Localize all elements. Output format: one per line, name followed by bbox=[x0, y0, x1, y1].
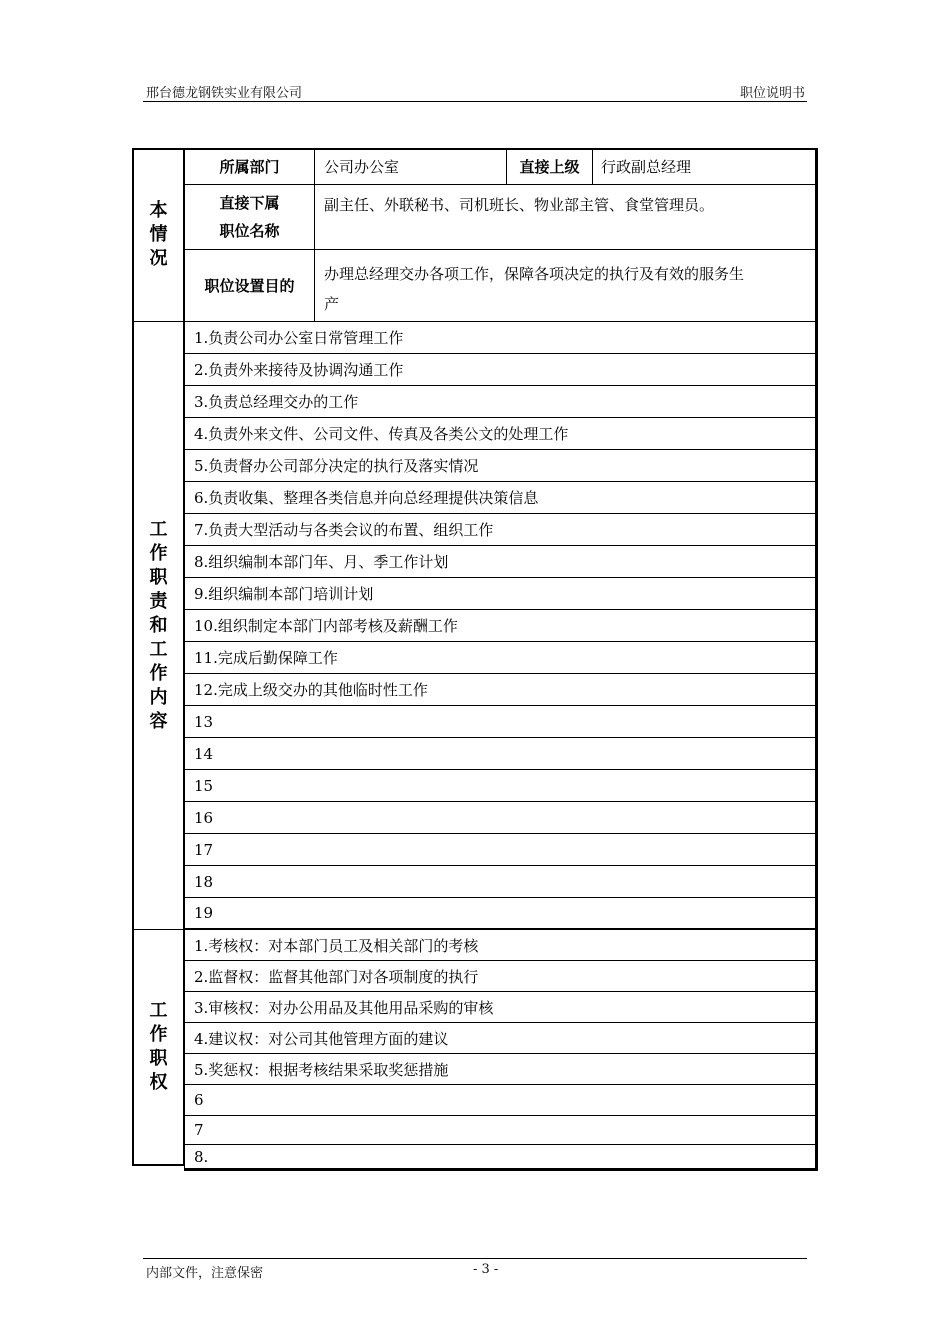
duty-row: 1.负责公司办公室日常管理工作 bbox=[184, 322, 815, 354]
duty-row: 11.完成后勤保障工作 bbox=[184, 642, 815, 674]
header-company: 邢台德龙钢铁实业有限公司 bbox=[146, 86, 303, 101]
authority-row: 2.监督权：监督其他部门对各项制度的执行 bbox=[184, 961, 815, 992]
duty-row: 14 bbox=[184, 738, 815, 770]
authority-row: 6 bbox=[184, 1085, 815, 1116]
authority-row: 7 bbox=[184, 1116, 815, 1145]
duty-row: 2.负责外来接待及协调沟通工作 bbox=[184, 354, 815, 386]
basic-section-label-text: 本情况 bbox=[149, 199, 168, 269]
authority-section-label bbox=[132, 930, 184, 1166]
footer-confidential: 内部文件，注意保密 bbox=[146, 1266, 264, 1281]
duty-row: 10.组织制定本部门内部考核及薪酬工作 bbox=[184, 610, 815, 642]
authority-row: 1.考核权：对本部门员工及相关部门的考核 bbox=[184, 930, 815, 961]
subordinates-value: 副主任、外联秘书、司机班长、物业部主管、食堂管理员。 bbox=[315, 185, 816, 250]
authority-list bbox=[184, 929, 818, 1171]
duties-list bbox=[184, 321, 818, 929]
duty-row: 9.组织编制本部门培训计划 bbox=[184, 578, 815, 610]
superior-value: 行政副总经理 bbox=[593, 149, 816, 185]
authority-row: 3.审核权：对办公用品及其他用品采购的审核 bbox=[184, 992, 815, 1023]
duty-row: 12.完成上级交办的其他临时性工作 bbox=[184, 674, 815, 706]
duty-row: 6.负责收集、整理各类信息并向总经理提供决策信息 bbox=[184, 482, 815, 514]
duty-row: 17 bbox=[184, 834, 815, 866]
duty-row: 3.负责总经理交办的工作 bbox=[184, 386, 815, 418]
authority-row: 5.奖惩权：根据考核结果采取奖惩措施 bbox=[184, 1054, 815, 1085]
basic-info-table bbox=[184, 148, 818, 322]
duties-section-label bbox=[132, 322, 184, 929]
duty-row: 13 bbox=[184, 706, 815, 738]
duty-row: 4.负责外来文件、公司文件、传真及各类公文的处理工作 bbox=[184, 418, 815, 450]
duty-row: 18 bbox=[184, 866, 815, 898]
subordinates-label bbox=[185, 185, 315, 250]
page-number: - 3 - bbox=[473, 1262, 499, 1277]
duty-row: 8.组织编制本部门年、月、季工作计划 bbox=[184, 546, 815, 578]
duty-row: 19 bbox=[184, 898, 815, 929]
subordinates-label-line-2: 职位名称 bbox=[219, 222, 280, 240]
header-rule bbox=[143, 101, 807, 102]
duty-row: 15 bbox=[184, 770, 815, 802]
duties-section-label-text: 工作职责和工作内容 bbox=[149, 518, 168, 732]
basic-section-label bbox=[132, 148, 184, 321]
header-doc-type: 职位说明书 bbox=[739, 86, 805, 101]
purpose-value-line-1: 办理总经理交办各项工作，保障各项决定的执行及有效的服务生 bbox=[324, 265, 745, 283]
footer-rule bbox=[143, 1258, 807, 1259]
duty-row: 5.负责督办公司部分决定的执行及落实情况 bbox=[184, 450, 815, 482]
subordinates-label-line-1: 直接下属 bbox=[219, 194, 280, 212]
duty-row: 7.负责大型活动与各类会议的布置、组织工作 bbox=[184, 514, 815, 546]
authority-section-label-text: 工作职权 bbox=[149, 1000, 168, 1093]
purpose-value-line-2: 产 bbox=[324, 295, 340, 313]
dept-value: 公司办公室 bbox=[315, 149, 507, 185]
superior-label: 直接上级 bbox=[507, 149, 593, 185]
purpose-value bbox=[315, 250, 816, 321]
duty-row: 16 bbox=[184, 802, 815, 834]
dept-label: 所属部门 bbox=[185, 149, 315, 185]
authority-row: 8. bbox=[184, 1145, 815, 1168]
purpose-label: 职位设置目的 bbox=[185, 250, 315, 321]
authority-row: 4.建议权：对公司其他管理方面的建议 bbox=[184, 1023, 815, 1054]
